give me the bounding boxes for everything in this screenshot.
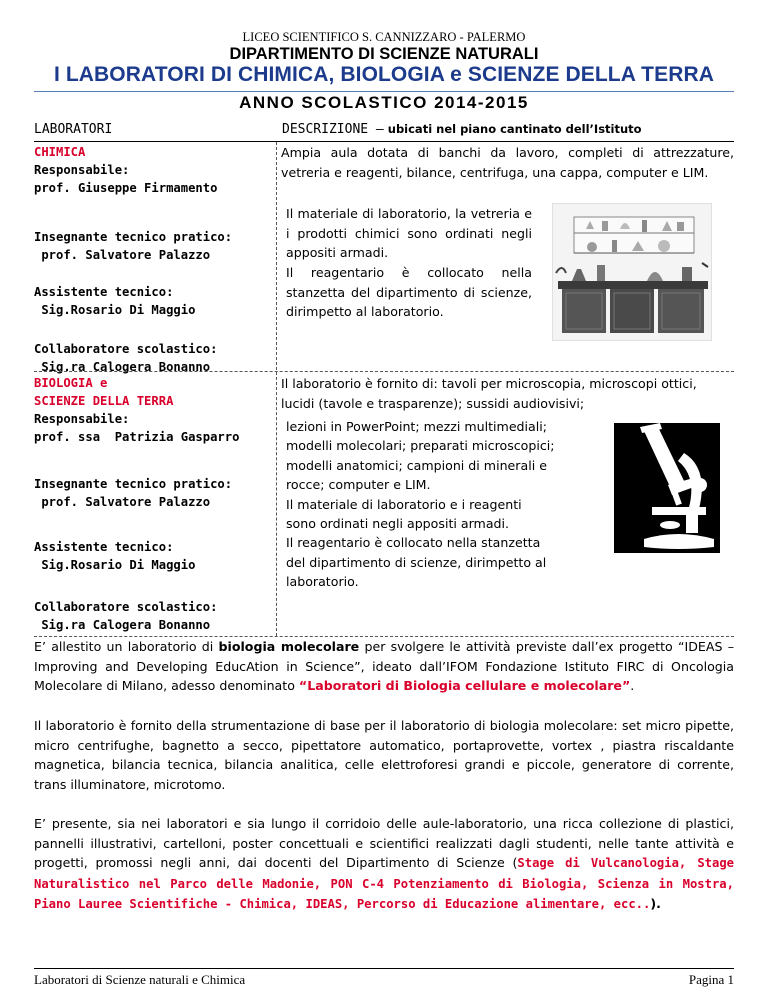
biologia-title-2: SCIENZE DELLA TERRA: [34, 394, 174, 408]
column-divider-biologia: [276, 372, 277, 636]
biologia-desc-line: del dipartimento di scienze, dirimpetto al: [286, 554, 547, 570]
biologia-itp-label: Insegnante tecnico pratico:: [34, 477, 233, 491]
biologia-staff: [34, 374, 239, 446]
column-header-descrizione-label: DESCRIZIONE –: [282, 122, 384, 137]
header-rule: [34, 141, 734, 142]
biologia-cs: [34, 598, 217, 634]
title-rule: [34, 91, 734, 92]
chemistry-lab-illustration: [552, 203, 712, 341]
chimica-itp-name: prof. Salvatore Palazzo: [34, 248, 211, 262]
biologia-desc-line: modelli molecolari; preparati microscopici;: [286, 438, 555, 454]
column-header-descrizione-sub: ubicati nel piano cantinato dell’Istituto: [383, 122, 642, 136]
biologia-desc-line: laboratorio.: [286, 574, 359, 590]
biologia-itp-name: prof. Salvatore Palazzo: [34, 495, 211, 509]
chimica-description-3: Il reagentario è collocato nella stanzetta del dipartimento di scienze, dirimpetto al laboratorio.: [286, 265, 532, 319]
chimica-cs-label: Collaboratore scolastico:: [34, 342, 218, 356]
p3-text-c: ).: [650, 896, 661, 912]
column-header-laboratori: LABORATORI: [34, 122, 113, 137]
paragraph-collezione: [34, 814, 734, 915]
biologia-title-1: BIOLOGIA e: [34, 376, 108, 390]
chimica-resp-name: prof. Giuseppe Firmamento: [34, 181, 218, 195]
p1-text-e: .: [630, 678, 635, 694]
biologia-desc-line: rocce; computer e LIM.: [286, 477, 431, 493]
paragraph-biologia-molecolare: [34, 637, 734, 696]
p3-text-projects: Stage di Vulcanologia, Stage Naturalistico nel Parco delle Madonie, PON C-4 Potenziamento di Biologia, Scienza in Mostra, Piano Lauree Scientifiche - Chimica, IDEAS, Percorso di Educazione alimentare, ecc..: [34, 856, 735, 912]
chimica-at: [34, 283, 195, 319]
biologia-cs-label: Collaboratore scolastico:: [34, 600, 218, 614]
department-name: DIPARTIMENTO DI SCIENZE NATURALI: [229, 45, 539, 63]
biologia-at-name: Sig.Rosario Di Maggio: [34, 558, 196, 572]
biologia-description-list: [286, 417, 616, 592]
page-number: Pagina 1: [688, 972, 734, 987]
footer-rule: [34, 968, 734, 969]
p1-text-c: per svolgere le attività previste dall’ex progetto “IDEAS – Improving and Developing EducAtion in Science”, ideato dall’IFOM Fondazione Istituto FIRC di Oncologia Molecolare di Milano, adesso denominato: [34, 639, 734, 694]
biologia-at-label: Assistente tecnico:: [34, 540, 174, 554]
chimica-staff: [34, 143, 217, 197]
biologia-description-1: Il laboratorio è fornito di: tavoli per microscopia, microscopi ottici, lucidi (tavole e trasparenze); sussidi audiovisivi;: [281, 376, 697, 411]
chimica-at-label: Assistente tecnico:: [34, 285, 174, 299]
biologia-desc-line: sono ordinati negli appositi armadi.: [286, 516, 510, 532]
chimica-description-1: Ampia aula dotata di banchi da lavoro, completi di attrezzature, vetreria e reagenti, bilance, centrifuga, una cappa, computer e LIM.: [281, 145, 734, 180]
column-header-descrizione: [282, 122, 642, 137]
p1-text-bold: biologia molecolare: [218, 639, 360, 654]
biologia-resp-label: Responsabile:: [34, 412, 130, 426]
footer-title: Laboratori di Scienze naturali e Chimica: [34, 972, 246, 987]
chimica-itp-label: Insegnante tecnico pratico:: [34, 230, 233, 244]
column-divider-chimica: [276, 142, 277, 370]
microscope-illustration: [614, 423, 720, 553]
biologia-itp: [34, 475, 232, 511]
school-name: LICEO SCIENTIFICO S. CANNIZZARO - PALERMO: [242, 30, 526, 44]
school-year: ANNO SCOLASTICO 2014-2015: [239, 93, 529, 112]
chimica-cs-name: Sig.ra Calogera Bonanno: [34, 360, 211, 374]
chimica-itp: [34, 228, 232, 264]
biologia-resp-name: prof. ssa Patrizia Gasparro: [34, 430, 240, 444]
biologia-desc-line: modelli anatomici; campioni di minerali e: [286, 457, 547, 473]
paragraph-strumentazione: Il laboratorio è fornito della strumentazione di base per il laboratorio di biologia molecolare: set micro pipette, micro centrifughe, bagnetto a secco, pipettatore automatico, portaprovette, vortex , piastra riscaldante magnetica, bilancia tecnica, bilancia analitica, celle elettroforesi grandi e piccole, generatore di corrente, trans illuminatore, microtomo.: [34, 718, 734, 792]
biologia-at: [34, 538, 195, 574]
biologia-desc-line: Il materiale di laboratorio e i reagenti: [286, 496, 522, 512]
section-divider: [34, 371, 734, 372]
chimica-at-name: Sig.Rosario Di Maggio: [34, 303, 196, 317]
biologia-cs-name: Sig.ra Calogera Bonanno: [34, 618, 211, 632]
chimica-title: CHIMICA: [34, 145, 86, 159]
document-title: I LABORATORI DI CHIMICA, BIOLOGIA e SCIENZE DELLA TERRA: [53, 63, 714, 86]
chimica-description-2: Il materiale di laboratorio, la vetreria e i prodotti chimici sono ordinati negli appositi armadi.: [286, 206, 532, 260]
biologia-desc-line: Il reagentario è collocato nella stanzetta: [286, 535, 541, 551]
p3-text-a: E’ presente, sia nei laboratori e sia lungo il corridoio delle aule-laboratorio, una ricca collezione di plastici, pannelli illustrativi, cartelloni, poster concettuali e scientifici realizzati dagli studenti, nelle tante attività e progetti, promossi negli anni, dai docenti del Dipartimento di Scienze (: [34, 816, 734, 871]
p1-text-a: E’ allestito un laboratorio di: [34, 639, 219, 654]
biologia-desc-line: lezioni in PowerPoint; mezzi multimediali;: [286, 419, 548, 434]
chimica-resp-label: Responsabile:: [34, 163, 130, 177]
p1-text-red: “Laboratori di Biologia cellulare e molecolare”: [298, 678, 631, 694]
